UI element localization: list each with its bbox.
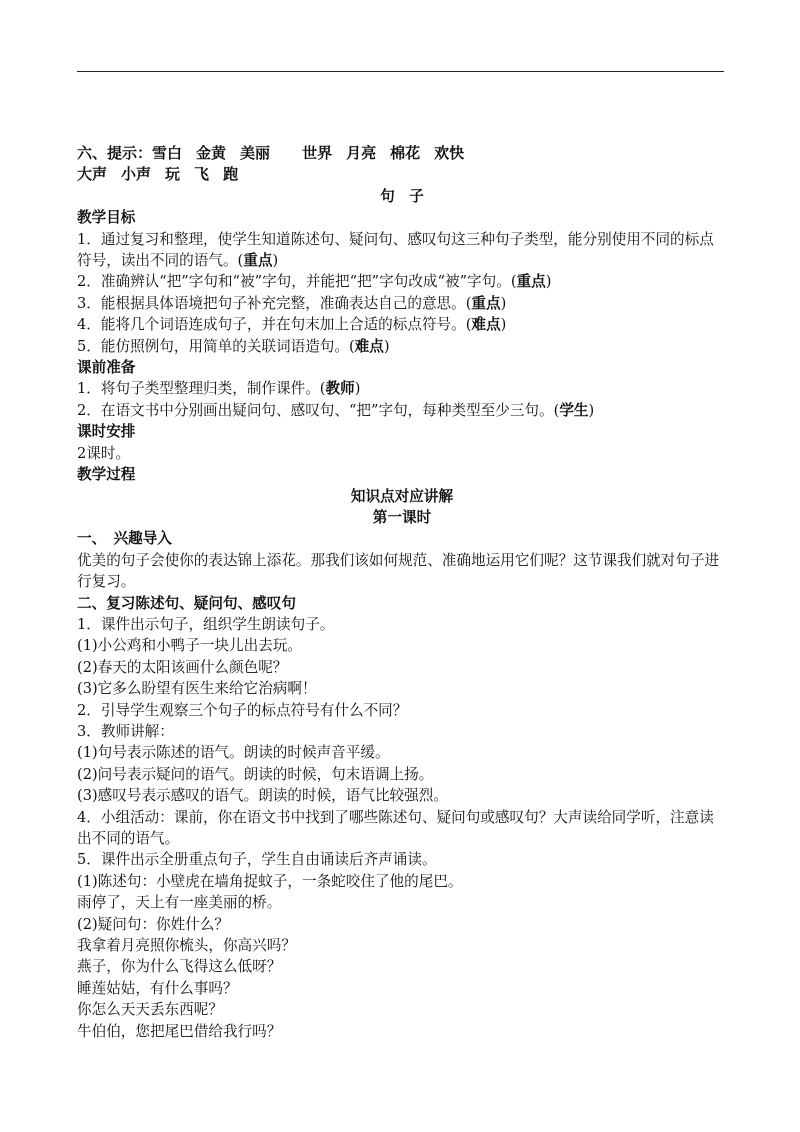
prep-close: ): [588, 401, 595, 419]
hint-word: 世界: [302, 144, 333, 162]
group-activity: 4．小组活动：课前，你在语文书中找到了哪些陈述句、疑问句或感叹句？大声读给同学听，注意读出不同的语气。: [77, 808, 714, 847]
hint-row-2: [77, 164, 727, 185]
process-line: (2)问号表示疑问的语气。朗读的时候，句末语调上扬。: [77, 765, 434, 783]
process-line: (3)感叹号表示感叹的语气。朗读的时候，语气比较强烈。: [77, 787, 448, 805]
process-line: 牛伯伯，您把尾巴借给我行吗？: [77, 1022, 282, 1040]
goal-close: ): [500, 316, 507, 334]
schedule-text: 2课时。: [77, 444, 131, 462]
process-line: 5．课件出示全册重点句子，学生自由诵读后齐声诵读。: [77, 851, 437, 869]
goal-item: [77, 271, 727, 292]
goal-close: ): [545, 273, 552, 291]
goal-tag: 难点: [471, 316, 501, 334]
process-subtitle: 知识点对应讲解: [350, 487, 454, 505]
process-line: 雨停了，天上有一座美丽的桥。: [77, 894, 282, 912]
goal-item: [77, 293, 727, 314]
section-2-title: 二、复习陈述句、疑问句、感叹句: [77, 594, 296, 612]
goal-item: [77, 314, 727, 335]
prep-close: ): [354, 380, 361, 398]
process-line: 我拿着月亮照你梳头，你高兴吗？: [77, 937, 296, 955]
goal-tag: 难点: [354, 337, 384, 355]
hint-word: 月亮: [346, 144, 377, 162]
process-line: (3)它多么盼望有医生来给它治病啊！: [77, 680, 317, 698]
hint-word: 玩: [165, 165, 181, 184]
goal-text: 2．准确辨认“把”字句和“被”字句，并能把“把”字句改成“被”字句。(: [77, 273, 517, 291]
process-line: 2．引导学生观察三个句子的标点符号有什么不同？: [77, 701, 408, 719]
goal-close: ): [500, 294, 507, 312]
goal-tag: 重点: [516, 273, 546, 291]
prep-item: [77, 378, 727, 399]
hint-word: 跑: [223, 165, 239, 184]
hint-word: 雪白: [152, 144, 183, 162]
goal-tag: 重点: [471, 294, 501, 312]
period-title: 第一课时: [372, 508, 432, 526]
schedule-heading: 课时安排: [77, 423, 136, 441]
process-line: (1)句号表示陈述的语气。朗读的时候声音平缓。: [77, 744, 390, 762]
goal-text: 5．能仿照例句，用简单的关联词语造句。(: [77, 337, 355, 355]
prep-text: 1．将句子类型整理归类，制作课件。(: [77, 380, 326, 398]
process-line: 3．教师讲解：: [77, 722, 174, 740]
goal-item: [77, 336, 727, 357]
process-line: (2)疑问句：你姓什么？: [77, 915, 230, 933]
prep-tag: 教师: [325, 380, 355, 398]
process-line: 你怎么天天丢东西呢？: [77, 1001, 223, 1019]
prep-item: [77, 400, 727, 421]
document-body: [77, 143, 727, 1042]
process-heading: 教学过程: [77, 466, 136, 484]
hint-word: 欢快: [434, 144, 465, 162]
section-1-body: 优美的句子会使你的表达锦上添花。那我们该如何规范、准确地运用它们呢？这节课我们就对句子进行复习。: [77, 551, 720, 591]
goal-item: [77, 229, 727, 272]
prep-tag: 学生: [559, 401, 589, 419]
hint-row-1: [77, 143, 727, 164]
hint-word: 棉花: [390, 144, 421, 162]
hint-label: 六、提示：: [77, 144, 153, 162]
hint-word: 金黄: [196, 144, 227, 162]
goal-text: 4．能将几个词语连成句子，并在句末加上合适的标点符号。(: [77, 316, 472, 334]
goal-close: ): [272, 252, 279, 270]
goals-heading: 教学目标: [77, 209, 136, 227]
section-1-title: 一、 兴趣导入: [77, 530, 172, 548]
header-rule: [77, 71, 724, 72]
prep-heading: 课前准备: [77, 359, 136, 377]
process-line: (1)小公鸡和小鸭子一块儿出去玩。: [77, 637, 302, 655]
goal-tag: 重点: [243, 252, 273, 270]
prep-text: 2．在语文书中分别画出疑问句、感叹句、“把”字句，每种类型至少三句。(: [77, 401, 560, 419]
hint-word: 飞: [194, 165, 210, 184]
lesson-title: 句 子: [380, 187, 424, 205]
goal-close: ): [383, 337, 390, 355]
hint-word: 小声: [121, 165, 152, 184]
hint-word: 美丽: [240, 144, 271, 162]
hint-word: 大声: [77, 165, 108, 184]
process-line: 睡莲姑姑，有什么事吗？: [77, 979, 238, 997]
process-line: (2)春天的太阳该画什么颜色呢？: [77, 658, 288, 676]
goal-text: 1．通过复习和整理，使学生知道陈述句、疑问句、感叹句这三种句子类型，能分别使用不同的标点符号，读出不同的语气。(: [77, 230, 714, 270]
process-line: 燕子，你为什么飞得这么低呀？: [77, 958, 282, 976]
process-line: 1．课件出示句子，组织学生朗读句子。: [77, 615, 335, 633]
goal-text: 3．能根据具体语境把句子补充完整，准确表达自己的意思。(: [77, 294, 472, 312]
process-line: (1)陈述句：小壁虎在墙角捉蚊子，一条蛇咬住了他的尾巴。: [77, 872, 463, 890]
